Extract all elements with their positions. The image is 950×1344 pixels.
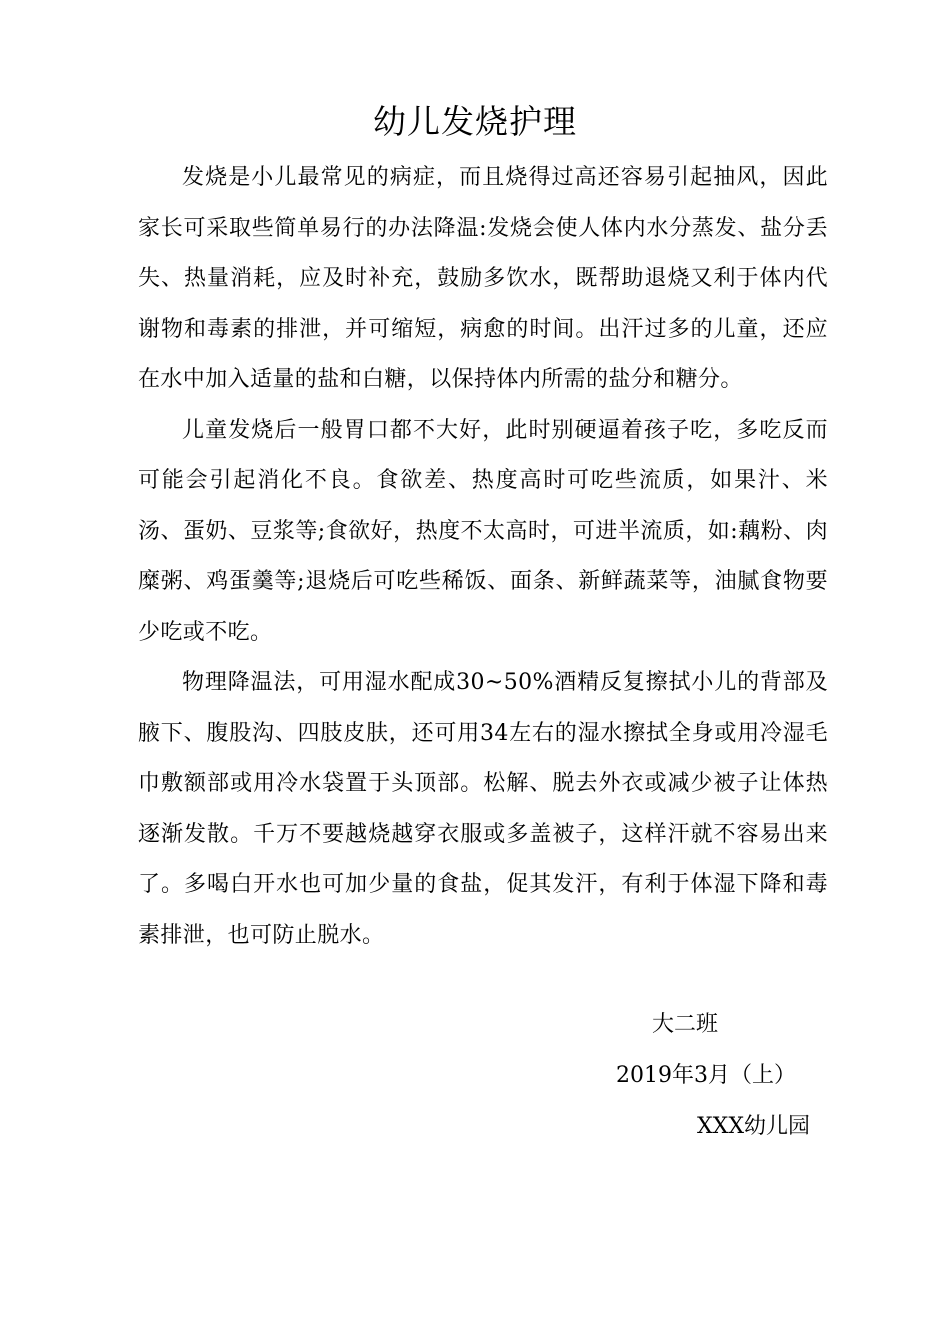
signature-school: XXX幼儿园 <box>697 1114 810 1139</box>
document-body <box>138 153 828 961</box>
paragraph-fever-diet: 儿童发烧后一般胃口都不大好，此时别硬逼着孩子吃，多吃反而可能会引起消化不良。食欲差、热度高时可吃些流质，如果汁、米汤、蛋奶、豆浆等;食欲好，热度不太高时，可进半流质，如:藕粉、肉糜粥、鸡蛋羹等;退烧后可吃些稀饭、面条、新鲜蔬菜等，油腻食物要少吃或不吃。 <box>138 417 828 645</box>
paragraph-fever-hydration: 发烧是小儿最常见的病症，而且烧得过高还容易引起抽风，因此家长可采取些简单易行的办法降温:发烧会使人体内水分蒸发、盐分丢失、热量消耗，应及时补充，鼓励多饮水，既帮助退烧又利于体内代谢物和毒素的排泄，并可缩短，病愈的时间。出汗过多的儿童，还应在水中加入适量的盐和白糖，以保持体内所需的盐分和糖分。 <box>138 165 828 392</box>
signature-class-name: 大二班 <box>652 1012 719 1037</box>
document-title: 幼儿发烧护理 <box>373 102 577 141</box>
signature-block <box>0 1000 950 1200</box>
signature-date: 2019年3月（上） <box>616 1063 796 1088</box>
paragraph-physical-cooling: 物理降温法，可用湿水配成30~50%酒精反复擦拭小儿的背部及腋下、腹股沟、四肢皮肤，还可用34左右的湿水擦拭全身或用冷湿毛巾敷额部或用冷水袋置于头顶部。松解、脱去外衣或减少被子让体热逐渐发散。千万不要越烧越穿衣服或多盖被子，这样汗就不容易出来了。多喝白开水也可加少量的食盐，促其发汗，有利于体湿下降和毒素排泄，也可防止脱水。 <box>138 670 828 948</box>
